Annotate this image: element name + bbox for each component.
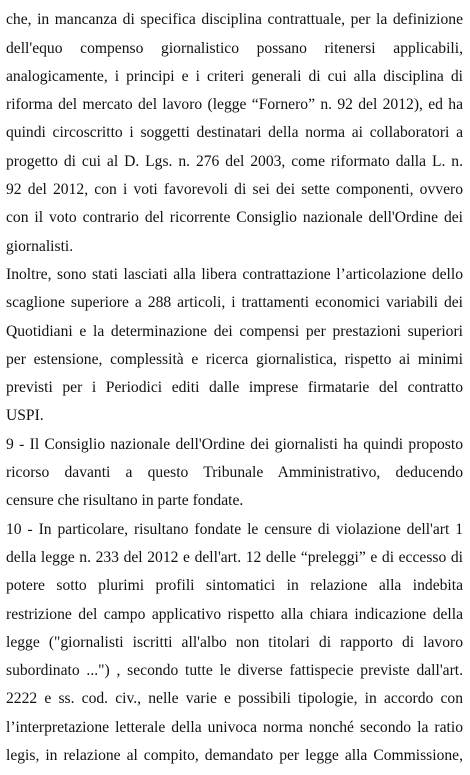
text-line: della legge n. 233 del 2012 e dell'art. 12 delle “preleggi” e di eccesso di [6, 549, 463, 566]
text-line: legis, in relazione al compito, demandato per legge alla Commissione, [6, 747, 463, 764]
text-line: potere sotto plurimi profili sintomatici in relazione alla indebita [6, 577, 463, 594]
text-line: Quotidiani e la determinazione dei compensi per prestazioni superiori [6, 323, 463, 340]
text-line: restrizione del campo applicativo rispetto alla chiara indicazione della [6, 606, 463, 623]
text-line: riforma del mercato del lavoro (legge “Fornero” n. 92 del 2012), ed ha [6, 96, 463, 113]
text-line: quindi circoscritto i soggetti destinatari della norma ai collaboratori a [6, 124, 463, 141]
text-line: giornalisti. [6, 238, 74, 255]
text-line: Inoltre, sono stati lasciati alla libera contrattazione l’articolazione dello [6, 266, 463, 283]
text-line: con il voto contrario del ricorrente Consiglio nazionale dell'Ordine dei [6, 209, 463, 226]
text-line: 2222 e ss. cod. civ., nelle varie e possibili tipologie, in accordo con [6, 690, 463, 707]
text-line: scaglione superiore a 288 articoli, i trattamenti economici variabili dei [6, 294, 463, 311]
text-line: l’interpretazione letterale della univoca norma nonché secondo la ratio [6, 719, 463, 736]
text-line: che, in mancanza di specifica disciplina contrattuale, per la definizione [6, 11, 463, 28]
text-line: legge ("giornalisti iscritti all'albo non titolari di rapporto di lavoro [6, 634, 463, 651]
text-line: 9 - Il Consiglio nazionale dell'Ordine dei giornalisti ha quindi proposto [6, 436, 463, 453]
text-line: analogicamente, i principi e i criteri generali di cui alla disciplina di [6, 68, 463, 85]
text-line: progetto di cui al D. Lgs. n. 276 del 2003, come riformato dalla L. n. [6, 153, 463, 170]
text-line: censure che risultano in parte fondate. [6, 492, 244, 509]
text-line: USPI. [6, 407, 44, 424]
text-line: per estensione, complessità e ricerca giornalistica, rispetto ai minimi [6, 351, 463, 368]
text-line: dell'equo compenso giornalistico possano ritenersi applicabili, [6, 40, 463, 57]
text-line: 92 del 2012, con i voti favorevoli di sei dei sette componenti, ovvero [6, 181, 463, 198]
text-line: previsti per i Periodici editi dalle imprese firmatarie del contratto [6, 379, 463, 396]
text-line: subordinato ...") , secondo tutte le diverse fattispecie previste dall'art. [6, 662, 463, 679]
text-line: ricorso davanti a questo Tribunale Amministrativo, deducendo [6, 464, 463, 481]
text-line: 10 - In particolare, risultano fondate le censure di violazione dell'art 1 [6, 521, 463, 538]
